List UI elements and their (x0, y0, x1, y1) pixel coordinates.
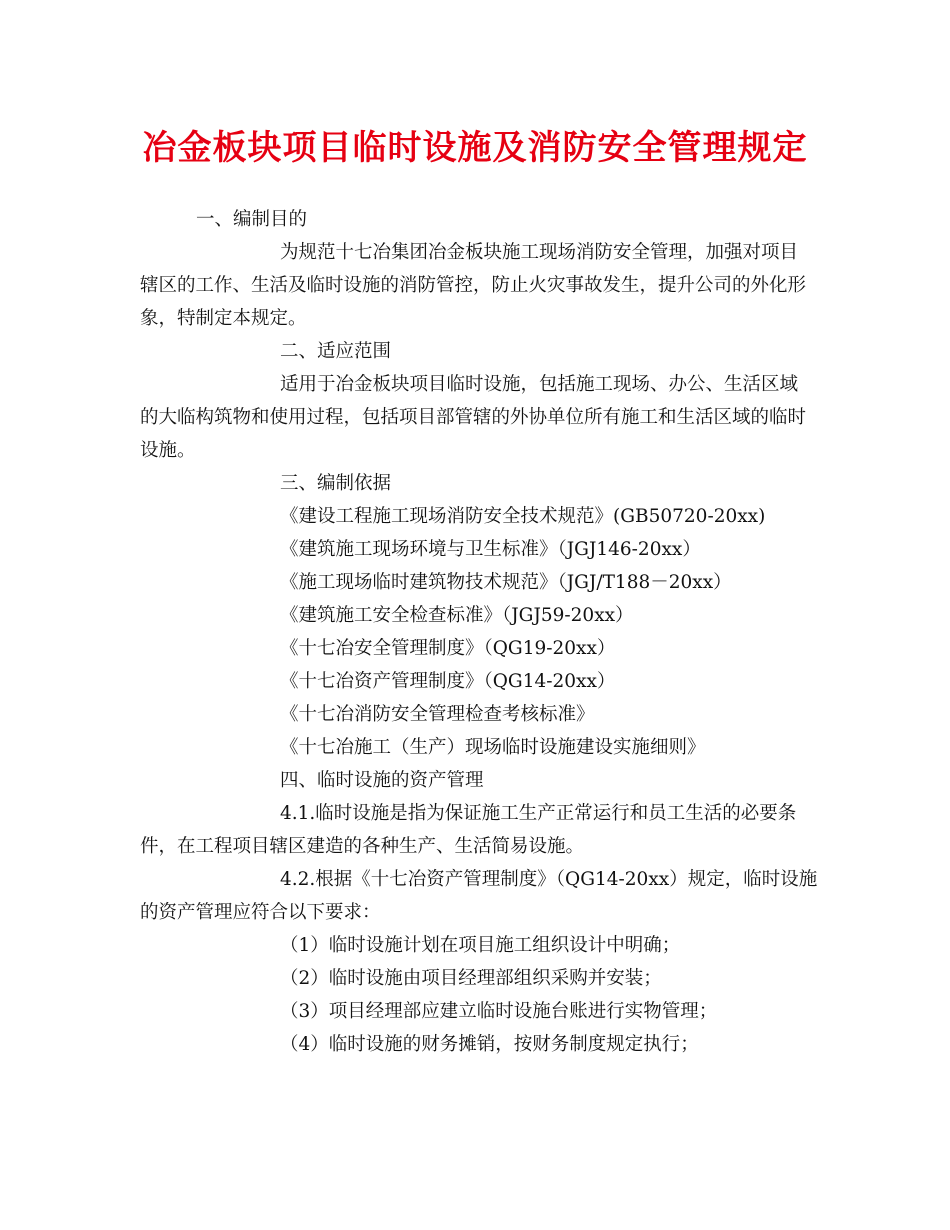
list-item: （1）临时设施计划在项目施工组织设计中明确； (280, 935, 681, 956)
section-heading-purpose: 一、编制目的 (196, 209, 308, 230)
paragraph-line: 件，在工程项目辖区建造的各种生产、生活简易设施。 (140, 836, 585, 857)
section-heading-basis: 三、编制依据 (280, 473, 392, 494)
reference-item: 《施工现场临时建筑物技术规范》（JGJ/T188－20xx） (280, 572, 732, 593)
list-item: （4）临时设施的财务摊销，按财务制度规定执行； (280, 1034, 699, 1055)
paragraph-line: 适用于冶金板块项目临时设施，包括施工现场、办公、生活区域 (280, 374, 799, 395)
reference-item: 《十七冶施工（生产）现场临时设施建设实施细则》 (280, 737, 706, 758)
paragraph-line: 设施。 (140, 440, 196, 461)
list-item: （3）项目经理部应建立临时设施台账进行实物管理； (280, 1001, 718, 1022)
reference-item: 《建设工程施工现场消防安全技术规范》(GB50720-20xx) (280, 506, 766, 527)
reference-item: 《十七冶安全管理制度》（QG19-20xx） (280, 638, 616, 659)
paragraph-line: 为规范十七冶集团冶金板块施工现场消防安全管理，加强对项目 (280, 242, 799, 263)
section-heading-asset-management: 四、临时设施的资产管理 (280, 770, 484, 791)
paragraph-line: 4.2.根据《十七冶资产管理制度》（QG14-20xx）规定，临时设施 (280, 869, 818, 890)
paragraph-line: 的资产管理应符合以下要求： (140, 902, 381, 923)
section-heading-scope: 二、适应范围 (280, 341, 392, 362)
paragraph-line: 象，特制定本规定。 (140, 308, 307, 329)
document-title: 冶金板块项目临时设施及消防安全管理规定 (142, 128, 808, 168)
reference-item: 《十七冶消防安全管理检查考核标准》 (280, 704, 595, 725)
reference-item: 《十七冶资产管理制度》（QG14-20xx） (280, 671, 616, 692)
paragraph-line: 的大临构筑物和使用过程，包括项目部管辖的外协单位所有施工和生活区域的临时 (140, 407, 807, 428)
paragraph-line: 4.1.临时设施是指为保证施工生产正常运行和员工生活的必要条 (280, 803, 797, 824)
reference-item: 《建筑施工现场环境与卫生标准》（JGJ146-20xx） (280, 539, 701, 560)
list-item: （2）临时设施由项目经理部组织采购并安装； (280, 968, 662, 989)
reference-item: 《建筑施工安全检查标准》（JGJ59-20xx） (280, 605, 634, 626)
paragraph-line: 辖区的工作、生活及临时设施的消防管控，防止火灾事故发生，提升公司的外化形 (140, 275, 807, 296)
